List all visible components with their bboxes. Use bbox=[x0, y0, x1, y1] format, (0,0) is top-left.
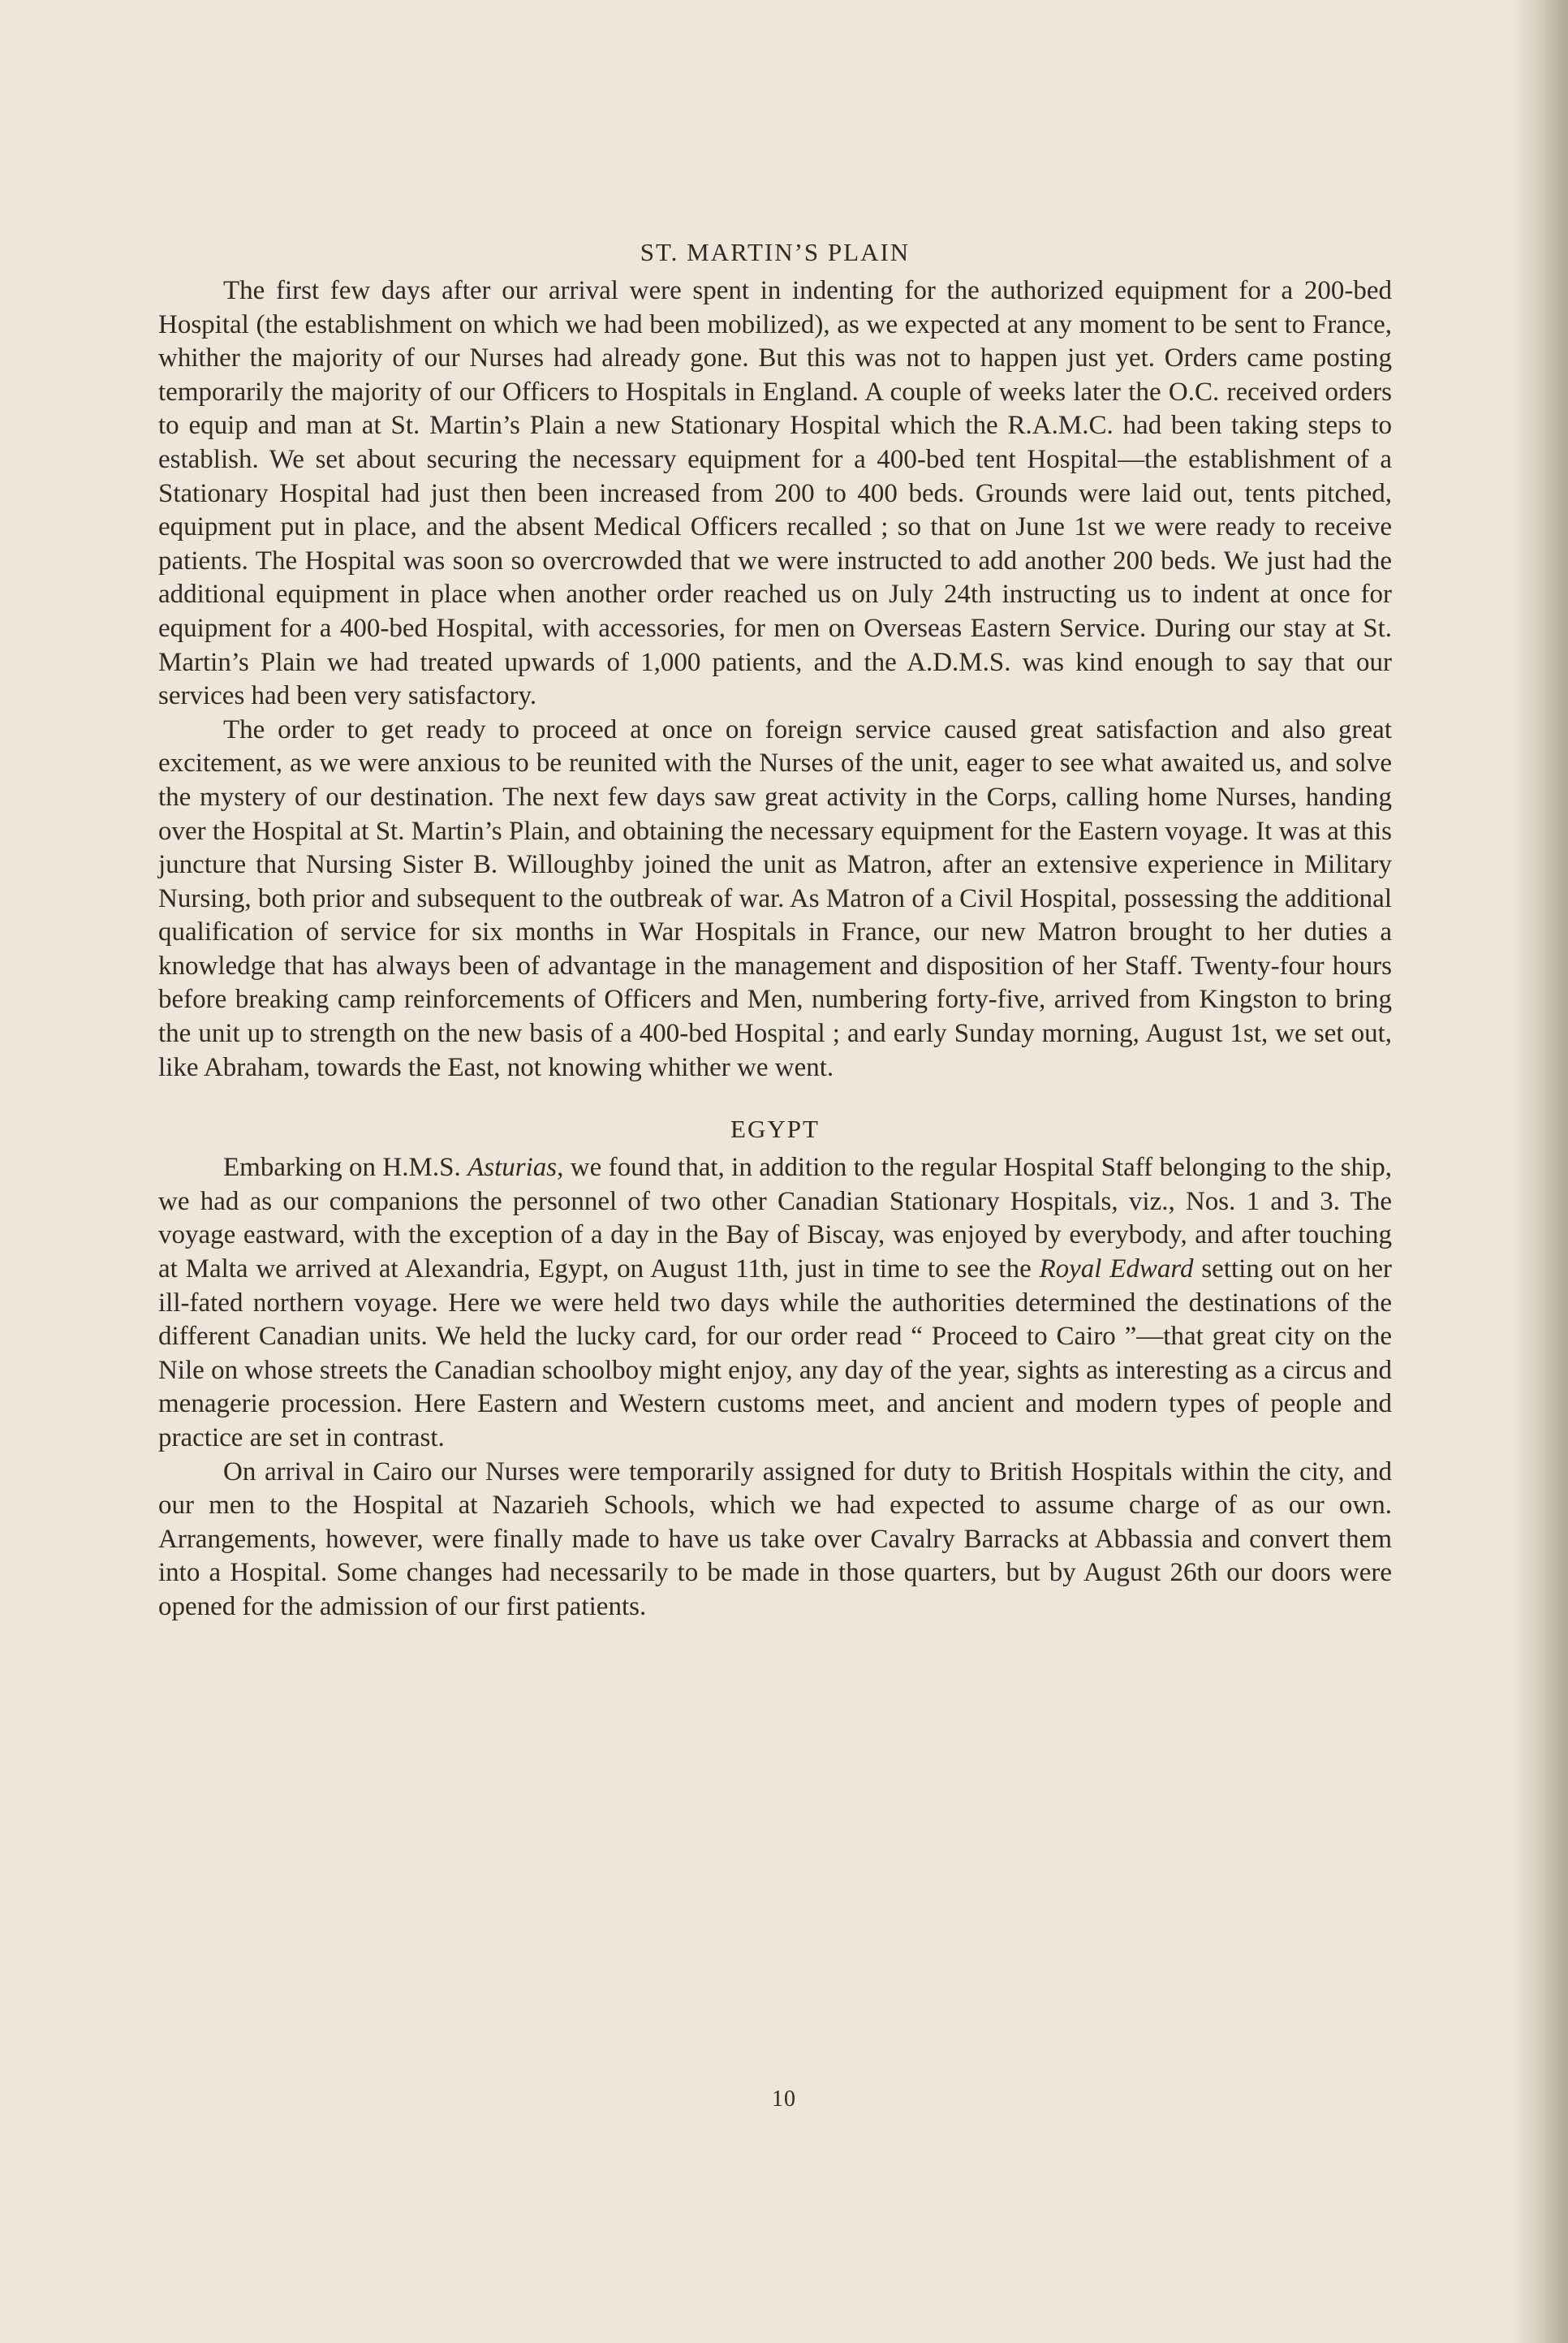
section-heading-st-martins-plain: ST. MARTIN’S PLAIN bbox=[640, 238, 911, 266]
page-text bbox=[158, 235, 1392, 1625]
page-number: 10 bbox=[772, 2086, 796, 2112]
ship-name: Asturias bbox=[467, 1153, 558, 1183]
paragraph: On arrival in Cairo our Nurses were temporarily assigned for duty to British Hospitals within the city, and our men to the Hospital at Nazarieh Schools, which we had expected to assume charge of as our own. Arrangements, however, were finally made to have us take over Cavalry Barracks at Abbassia and convert them into a Hospital. Some changes had necessarily to be made in those quarters, but by August 26th our doors were opened for the admission of our first patients. bbox=[158, 1456, 1392, 1621]
section-heading-egypt: EGYPT bbox=[730, 1115, 820, 1144]
paragraph-text: setting out on her ill-fated northern voyage. Here we were held two days while the authorities determined the destinations of the different Canadian units. We held the lucky card, for our order read “ Proceed to Cairo ”—that great city on the Nile on whose streets the Canadian schoolboy might enjoy, any day of the year, sights as interesting as a circus and menagerie procession. Here Eastern and Western customs meet, and ancient and modern types of people and practice are set in contrast. bbox=[158, 1254, 1392, 1452]
paragraph-text: Embarking on H.M.S. bbox=[223, 1153, 468, 1183]
paragraph bbox=[158, 1151, 1392, 1455]
paragraph-text: , we found that, in addition to the regular Hospital Staff belonging to the ship, we had as our companions the personnel of two other Canadian Stationary Hospitals, viz., Nos. 1 and 3. The voyage eastward, with the exception of a day in the Bay of Biscay, was enjoyed by everybody, and after touching at Malta we arrived at Alexandria, Egypt, on August 11th, just in time to see the bbox=[158, 1153, 1392, 1284]
ship-name: Royal Edward bbox=[1039, 1254, 1194, 1284]
paragraph: The first few days after our arrival were spent in indenting for the authorized equipment for a 200-bed Hospital (the establishment on which we had been mobilized), as we expected at any moment to be sent to France, whither the majority of our Nurses had already gone. But this was not to happen just yet. Orders came posting temporarily the majority of our Officers to Hospitals in England. A couple of weeks later the O.C. received orders to equip and man at St. Martin’s Plain a new Stationary Hospital which the R.A.M.C. had been taking steps to establish. We set about securing the necessary equipment for a 400-bed tent Hospital—the establishment of a Stationary Hospital had just then been increased from 200 to 400 beds. Grounds were laid out, tents pitched, equipment put in place, and the absent Medical Officers recalled ; so that on June 1st we were ready to receive patients. The Hospital was soon so overcrowded that we were instructed to add another 200 beds. We just had the additional equipment in place when another order reached us on July 24th instructing us to indent at once for equipment for a 400-bed Hospital, with accessories, for men on Overseas Eastern Service. During our stay at St. Martin’s Plain we had treated upwards of 1,000 patients, and the A.D.M.S. was kind enough to say that our services had been very satisfactory. bbox=[158, 276, 1392, 711]
page-edge-shadow bbox=[1511, 0, 1568, 2343]
section-gap bbox=[158, 1085, 1392, 1112]
paragraph: The order to get ready to proceed at once on foreign service caused great satisfaction and also great excitement, as we were anxious to be reunited with the Nurses of the unit, eager to see what awaited us, and solve the mystery of our destination. The next few days saw great activity in the Corps, calling home Nurses, handing over the Hospital at St. Martin’s Plain, and obtaining the necessary equipment for the Eastern voyage. It was at this juncture that Nursing Sister B. Willoughby joined the unit as Matron, after an extensive experience in Military Nursing, both prior and subsequent to the outbreak of war. As Matron of a Civil Hospital, possessing the additional qualification of service for six months in War Hospitals in France, our new Matron brought to her duties a knowledge that has always been of advantage in the management and disposition of her Staff. Twenty-four hours before breaking camp reinforcements of Officers and Men, numbering forty-five, arrived from Kingston to bring the unit up to strength on the new basis of a 400-bed Hospital ; and early Sunday morning, August 1st, we set out, like Abraham, towards the East, not knowing whither we went. bbox=[158, 714, 1392, 1082]
